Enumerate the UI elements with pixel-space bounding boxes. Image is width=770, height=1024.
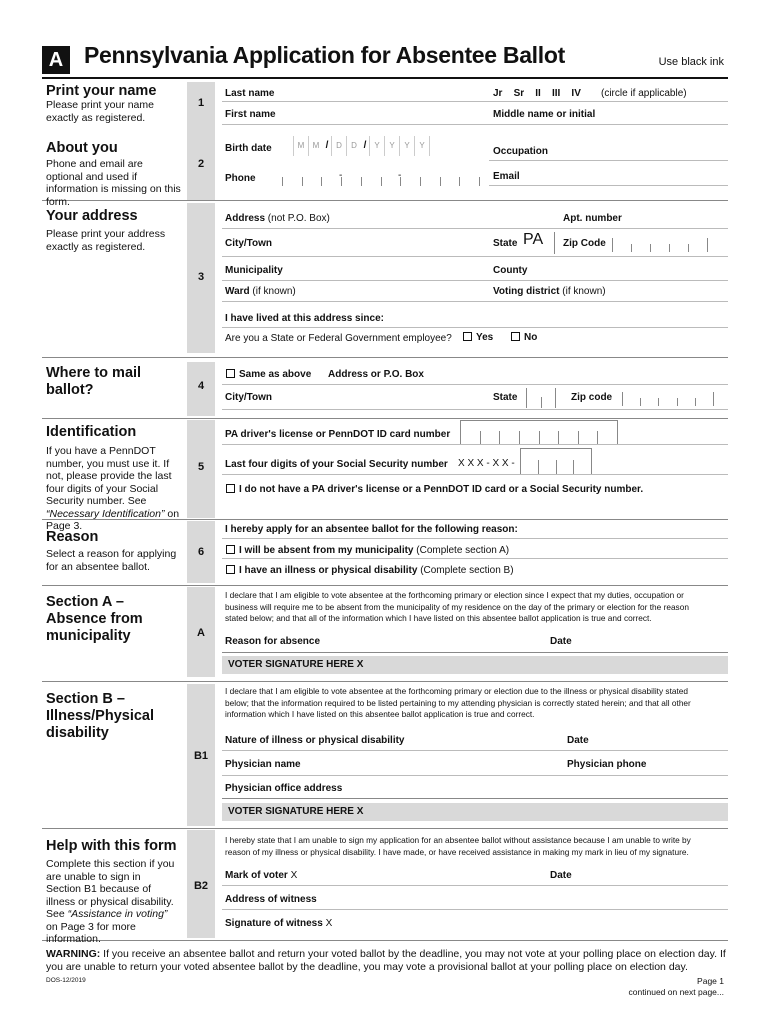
field-line	[222, 280, 728, 281]
section-6-title: Reason	[46, 529, 99, 545]
separator	[42, 828, 728, 829]
mail-state-field[interactable]	[526, 388, 556, 408]
illness-checkbox[interactable]: I have an illness or physical disability (Complete section B)	[226, 565, 514, 576]
comb-tick	[713, 392, 714, 406]
section-letter-badge: A	[42, 46, 70, 74]
field-line	[222, 327, 728, 328]
comb-tick	[519, 431, 520, 444]
separator	[42, 681, 728, 682]
comb-tick	[622, 392, 623, 406]
no-id-checkbox[interactable]: I do not have a PA driver's license or a PennDOT ID card or a Social Security number.	[226, 484, 643, 495]
section-3-desc: Please print your address exactly as registered.	[46, 228, 166, 253]
comb-tick	[282, 177, 283, 186]
date-mask-char: D	[346, 136, 361, 156]
comb-tick	[381, 177, 382, 186]
suffix-iv[interactable]: IV	[571, 88, 581, 99]
form-title: Pennsylvania Application for Absentee Ballot	[84, 42, 565, 68]
separator	[42, 418, 728, 419]
comb-tick	[538, 460, 539, 474]
date-mask-char: Y	[369, 136, 384, 156]
same-as-above-checkbox[interactable]: Same as above	[226, 369, 311, 380]
suffix-options[interactable]	[493, 88, 581, 99]
field-line	[222, 775, 728, 776]
section-b2-title: Help with this form	[46, 838, 177, 854]
ssn-label: Last four digits of your Social Security number	[225, 459, 448, 470]
form-code: DOS-12/2019	[46, 977, 86, 984]
comb-tick	[591, 448, 592, 474]
field-line	[222, 474, 728, 475]
section-6-number: 6	[197, 546, 205, 558]
separator	[42, 357, 728, 358]
birth-date-field[interactable]	[293, 136, 430, 156]
section-2-title: About you	[46, 140, 118, 156]
employee-no-checkbox[interactable]: No	[511, 332, 537, 343]
apply-reason-label: I hereby apply for an absentee ballot for the following reason:	[225, 524, 518, 535]
section-5-desc: If you have a PennDOT number, you must use it. If not, please provide the last four digits of your Social Security number. See “Necessary Identification” on Page 3.	[46, 445, 180, 532]
comb-tick	[597, 431, 598, 444]
section-1-number: 1	[197, 97, 205, 109]
municipality-label: Municipality	[225, 265, 283, 276]
mail-zip-label: Zip code	[571, 392, 613, 403]
field-line	[222, 384, 728, 385]
physician-phone-label: Physician phone	[567, 759, 647, 770]
field-line	[222, 228, 728, 229]
ssn-field[interactable]	[520, 448, 592, 474]
comb-tick	[578, 431, 579, 444]
voting-district-label: Voting district (if known)	[493, 286, 606, 297]
license-field[interactable]	[460, 420, 618, 444]
apt-number-label: Apt. number	[563, 213, 622, 224]
comb-tick	[707, 238, 708, 252]
field-line	[222, 409, 728, 410]
comb-tick	[541, 397, 542, 408]
witness-signature-label: Signature of witness X	[225, 918, 333, 929]
comb-dash: -	[398, 170, 402, 181]
comb-tick	[302, 177, 303, 186]
ssn-mask: X X X - X X -	[458, 458, 515, 469]
comb-tick	[573, 460, 574, 474]
section-4-number: 4	[197, 380, 205, 392]
mail-state-label: State	[493, 392, 518, 403]
address-label: Address (not P.O. Box)	[225, 213, 330, 224]
comb-tick	[539, 431, 540, 444]
section-b-declaration: I declare that I am eligible to vote absentee at the forthcoming primary or election due to the illness or physical disability stated below; that the information required to be listed pertaining to my attending physician is correctly stated herein; and that all other information which I have listed on this absentee ballot application is true and correct.	[225, 686, 691, 719]
comb-tick	[688, 244, 689, 252]
header-rule	[42, 77, 728, 79]
ward-label: Ward (if known)	[225, 286, 296, 297]
mail-zip-field[interactable]	[622, 392, 714, 406]
comb-tick	[617, 420, 618, 444]
comb-tick	[361, 177, 362, 186]
section-5-number: 5	[197, 461, 205, 473]
employee-yes-checkbox[interactable]: Yes	[463, 332, 493, 343]
field-line	[222, 798, 728, 799]
mail-address-label: Address or P.O. Box	[328, 369, 424, 380]
first-name-field[interactable]	[222, 102, 728, 124]
illness-date-label: Date	[567, 735, 589, 746]
zip-code-field[interactable]	[612, 238, 708, 252]
field-line	[222, 558, 728, 559]
zip-code-label: Zip Code	[563, 238, 606, 249]
suffix-iii[interactable]: III	[551, 88, 561, 99]
comb-tick	[479, 177, 480, 186]
field-line	[222, 909, 728, 910]
comb-tick	[460, 420, 461, 444]
physician-name-label: Physician name	[225, 759, 301, 770]
date-mask-char: Y	[414, 136, 429, 156]
field-line	[222, 885, 728, 886]
comb-tick	[420, 177, 421, 186]
section-a-title: Section A – Absence from municipality	[46, 594, 143, 644]
date-mask-char: D	[331, 136, 346, 156]
section-2-number: 2	[197, 158, 205, 170]
comb-tick	[556, 460, 557, 474]
city-label: City/Town	[225, 238, 273, 249]
section-1-title: Print your name	[46, 83, 157, 99]
section-b2-desc: Complete this section if you are unable to sign in Section B1 because of illness or physical disability. See “Assistance in voting” on Page 3 for more information.	[46, 858, 175, 945]
comb-tick	[321, 177, 322, 186]
first-name-label: First name	[225, 109, 276, 120]
middle-name-label: Middle name or initial	[493, 109, 596, 120]
suffix-jr[interactable]: Jr	[493, 88, 503, 99]
comb-tick	[695, 398, 696, 406]
comb-tick	[658, 398, 659, 406]
comb-tick	[558, 431, 559, 444]
field-line	[489, 160, 728, 161]
divider	[554, 232, 555, 254]
comb-tick	[520, 448, 521, 474]
date-mask-char: Y	[399, 136, 414, 156]
section-6-desc: Select a reason for applying for an absentee ballot.	[46, 548, 177, 573]
date-mask-char: Y	[384, 136, 399, 156]
absent-checkbox[interactable]: I will be absent from my municipality (Complete section A)	[226, 545, 509, 556]
warning-text: WARNING: If you receive an absentee ballot and return your voted ballot by the deadline, you may not vote at your polling place on election day. If you are unable to return your voted absentee ballot by the deadline, you may vote a provisional ballot at your polling place on election day.	[46, 948, 726, 973]
suffix-sr[interactable]: Sr	[513, 88, 525, 99]
occupation-label: Occupation	[493, 146, 549, 157]
last-name-label: Last name	[225, 88, 275, 99]
comb-dash: -	[339, 170, 343, 181]
comb-tick	[631, 244, 632, 252]
section-b-title: Section B – Illness/Physical disability	[46, 691, 155, 741]
section-4-title: Where to mail ballot?	[46, 365, 142, 398]
comb-tick	[669, 244, 670, 252]
comb-tick	[480, 431, 481, 444]
comb-tick	[677, 398, 678, 406]
separator	[42, 585, 728, 586]
section-b1-number: B1	[193, 750, 209, 762]
mark-date-label: Date	[550, 870, 572, 881]
field-line	[222, 444, 728, 445]
license-label: PA driver's license or PennDOT ID card number	[225, 429, 451, 440]
section-b2-number: B2	[193, 880, 209, 892]
field-line	[222, 750, 728, 751]
email-label: Email	[493, 171, 520, 182]
mail-city-label: City/Town	[225, 392, 273, 403]
comb-tick	[612, 238, 613, 252]
suffix-note: (circle if applicable)	[601, 88, 687, 99]
section-2-desc: Phone and email are optional and used if information is missing on this form.	[46, 158, 181, 208]
date-mask-char: M	[308, 136, 323, 156]
state-value: PA	[523, 231, 544, 248]
section-b2-statement: I hereby state that I am unable to sign my application for an absentee ballot without assistance because I am unable to write by reason of my illness or physical disability. I have made, or have received assistance in making my mark in lieu of my signature.	[225, 835, 691, 857]
comb-tick	[650, 244, 651, 252]
field-line	[222, 301, 728, 302]
section-3-title: Your address	[46, 208, 138, 224]
ink-note: Use black ink	[658, 56, 724, 68]
absence-date-label: Date	[550, 636, 572, 647]
employee-question: Are you a State or Federal Government employee?	[225, 333, 452, 344]
field-line	[222, 124, 728, 125]
suffix-ii[interactable]: II	[535, 88, 541, 99]
comb-top	[520, 448, 592, 449]
comb-tick	[499, 431, 500, 444]
absence-reason-label: Reason for absence	[225, 636, 321, 647]
date-mask-char: M	[293, 136, 308, 156]
phone-label: Phone	[225, 173, 256, 184]
voter-signature-a[interactable]: VOTER SIGNATURE HERE X	[222, 656, 728, 674]
date-mask-edge	[429, 136, 430, 156]
illness-nature-label: Nature of illness or physical disability	[225, 735, 405, 746]
comb-tick	[526, 388, 527, 408]
comb-tick	[440, 177, 441, 186]
county-label: County	[493, 265, 528, 276]
voter-signature-b[interactable]: VOTER SIGNATURE HERE X	[222, 803, 728, 821]
section-a-declaration: I declare that I am eligible to vote absentee at the forthcoming primary or election since I expect that my duties, occupation or business will require me to be absent from the municipality of my residence on the day of the primary or election for the reason stated below; and that all of the information which I have listed on this absentee ballot application is true and correct.	[225, 590, 689, 623]
physician-office-label: Physician office address	[225, 783, 343, 794]
birth-date-label: Birth date	[225, 143, 272, 154]
mark-of-voter-label: Mark of voter X	[225, 870, 298, 881]
section-a-number: A	[197, 627, 205, 639]
state-label: State	[493, 238, 518, 249]
field-line	[222, 538, 728, 539]
lived-since-label: I have lived at this address since:	[225, 313, 384, 324]
continued-note: continued on next page...	[628, 987, 724, 997]
field-line	[222, 652, 728, 653]
field-line	[222, 256, 728, 257]
date-mask-char: /	[363, 140, 367, 151]
page-number: Page 1	[697, 976, 724, 986]
section-5-title: Identification	[46, 424, 137, 440]
date-mask-char: /	[325, 140, 329, 151]
witness-address-label: Address of witness	[225, 894, 317, 905]
phone-field[interactable]	[282, 170, 480, 186]
comb-tick	[640, 398, 641, 406]
field-line	[489, 185, 728, 186]
comb-tick	[555, 388, 556, 408]
section-1-desc: Please print your name exactly as registered.	[46, 99, 154, 124]
section-3-number: 3	[197, 271, 205, 283]
comb-tick	[459, 177, 460, 186]
comb-top	[460, 420, 618, 421]
